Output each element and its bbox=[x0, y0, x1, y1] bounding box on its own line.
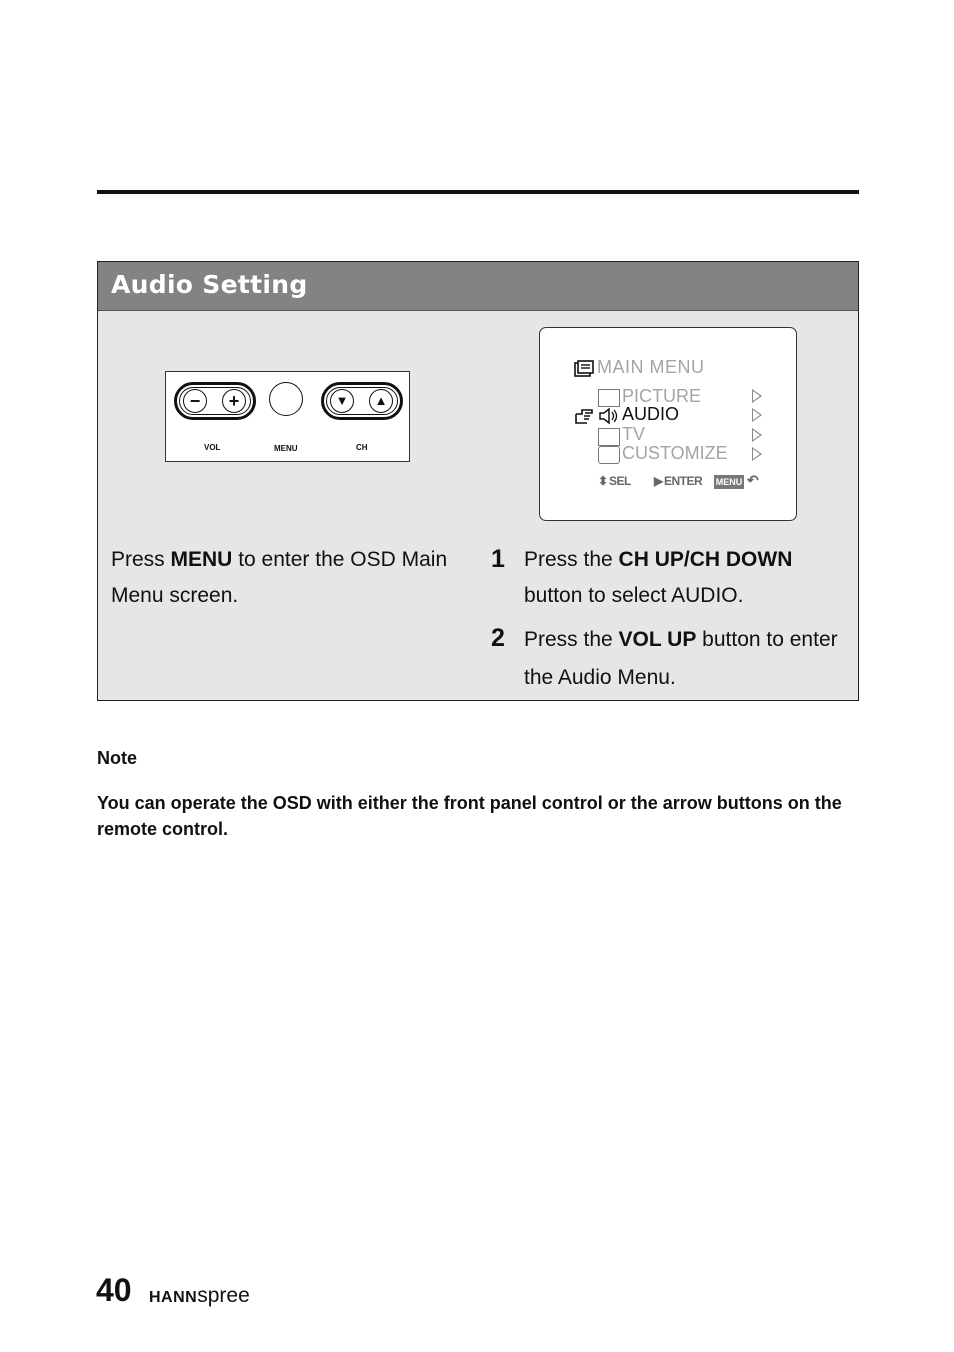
main-menu-icon bbox=[574, 360, 594, 377]
tv-arrow-icon bbox=[752, 428, 762, 442]
osd-item-customize: CUSTOMIZE bbox=[622, 443, 728, 463]
customize-icon bbox=[598, 446, 620, 464]
menu-button-icon bbox=[269, 382, 303, 416]
page-number: 40 bbox=[96, 1272, 132, 1308]
ch-label: CH bbox=[356, 443, 368, 452]
osd-item-tv: TV bbox=[622, 424, 646, 444]
pointing-hand-icon bbox=[574, 407, 596, 425]
vol-minus-icon: − bbox=[183, 389, 207, 413]
osd-item-picture: PICTURE bbox=[622, 386, 702, 406]
left-instruction: Press MENU to enter the OSD Main Menu screen. bbox=[111, 548, 448, 607]
audio-arrow-icon bbox=[752, 408, 762, 422]
front-panel-illustration bbox=[165, 371, 410, 462]
vol-label: VOL bbox=[204, 443, 221, 452]
step-1-text: Press the CH UP/CH DOWN button to select AUDIO. bbox=[524, 548, 793, 607]
section-title: Audio Setting bbox=[111, 270, 308, 299]
sel-label: SEL bbox=[609, 474, 631, 488]
ch-button-group bbox=[321, 382, 403, 420]
note-text: You can operate the OSD with either the front panel control or the arrow buttons on the remote control. bbox=[97, 793, 842, 839]
audio-setting-box bbox=[97, 261, 859, 701]
osd-item-audio: AUDIO bbox=[622, 404, 680, 424]
osd-title: MAIN MENU bbox=[597, 357, 705, 377]
sel-updown-icon: ⬍ bbox=[598, 474, 608, 488]
brand-logo: HANNspree bbox=[149, 1284, 250, 1307]
step-2-text: Press the VOL UP button to enter the Audio Menu. bbox=[524, 628, 838, 689]
speaker-icon bbox=[598, 407, 620, 425]
menu-key-text: MENU bbox=[170, 548, 233, 571]
menu-label: MENU bbox=[274, 444, 298, 453]
enter-label: ENTER bbox=[664, 474, 703, 488]
ch-down-icon: ▼ bbox=[330, 389, 354, 413]
ch-up-icon: ▲ bbox=[369, 389, 393, 413]
header-rule bbox=[97, 190, 859, 194]
return-icon: ↶ bbox=[747, 472, 759, 488]
box-header bbox=[98, 262, 858, 311]
picture-arrow-icon bbox=[752, 389, 762, 403]
tv-icon bbox=[598, 428, 620, 446]
customize-arrow-icon bbox=[752, 447, 762, 461]
vol-button-group bbox=[174, 382, 256, 420]
vol-plus-icon: + bbox=[222, 389, 246, 413]
step-number-2: 2 bbox=[491, 624, 505, 652]
enter-arrow-icon: ▶ bbox=[654, 474, 663, 488]
osd-main-menu-illustration bbox=[539, 327, 797, 521]
note-title: Note bbox=[97, 748, 137, 768]
picture-icon bbox=[598, 389, 620, 407]
menu-tag: MENU bbox=[715, 477, 743, 487]
step-number-1: 1 bbox=[491, 545, 505, 573]
